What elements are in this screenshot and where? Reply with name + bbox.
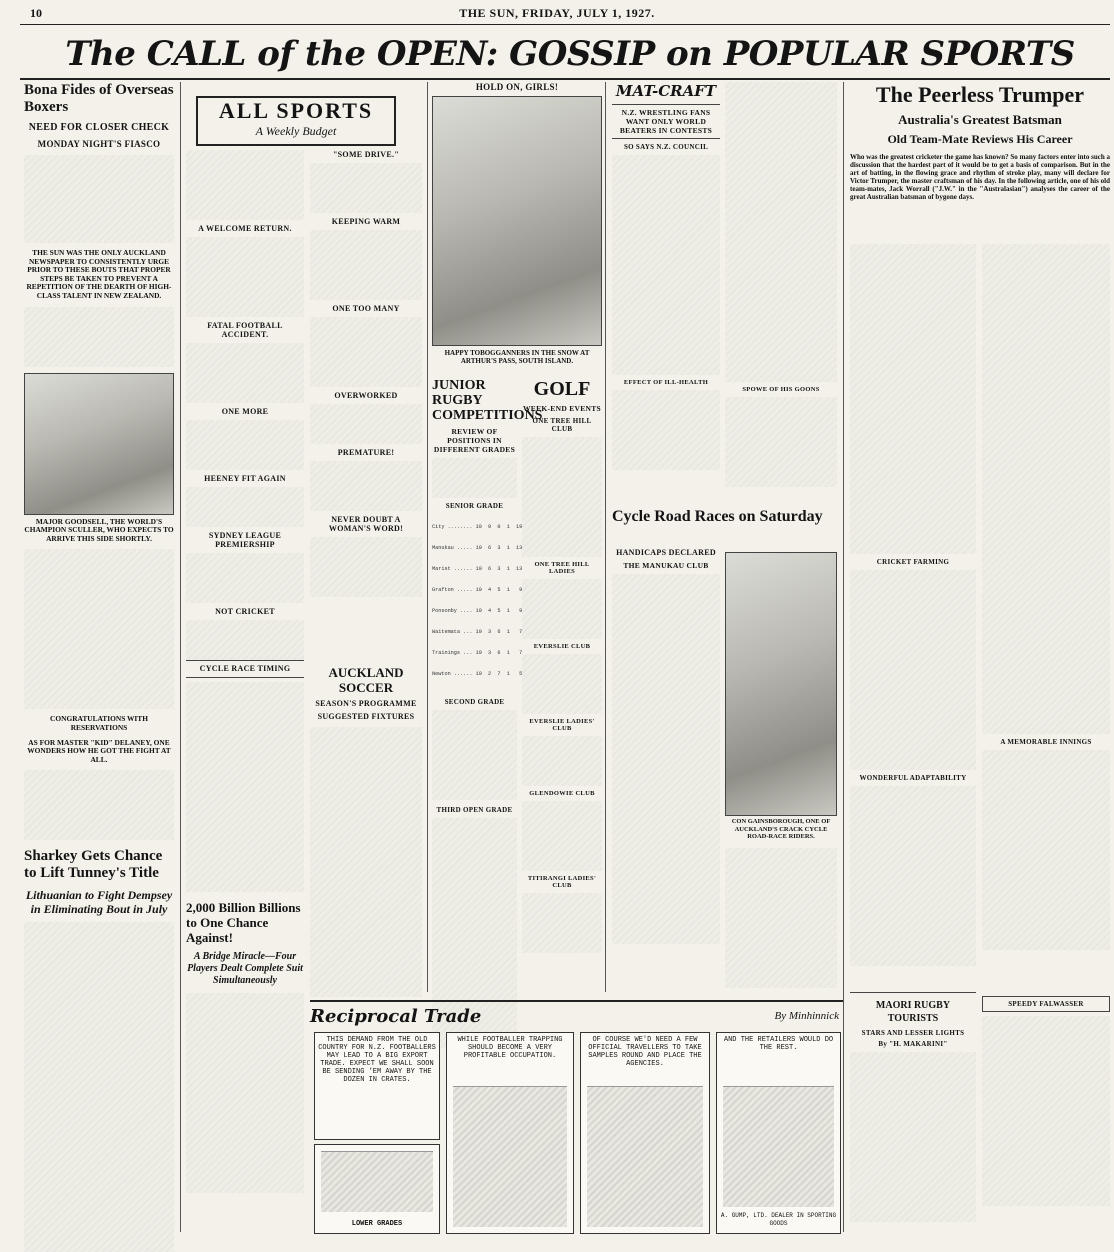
matcraft-head: SPOWE OF HIS GOONS [742, 386, 820, 393]
table-row: Manukau ..... 10 6 3 1 13 [432, 545, 523, 551]
text-block [310, 163, 422, 213]
text-block [612, 574, 720, 944]
cycle-road-sub-2: THE MANUKAU CLUB [623, 561, 709, 570]
section-head: NEVER DOUBT A WOMAN'S WORD! [328, 515, 404, 533]
text-block [186, 150, 304, 220]
text-block [310, 537, 422, 597]
column-budget-right [310, 150, 422, 650]
text-block [522, 654, 602, 714]
trumper-head: SPEEDY FALWASSER [982, 996, 1110, 1012]
panel-caption: OF COURSE WE'D NEED A FEW OFFICIAL TRAVELLERS TO TAKE SAMPLES ROUND AND PLACE THE AGENCIES. [588, 1036, 702, 1068]
text-block [186, 553, 304, 603]
golf-head: EVERSLIE LADIES' CLUB [529, 718, 595, 732]
section-head: SYDNEY LEAGUE PREMIERSHIP [208, 531, 282, 549]
toboggan-caption: HAPPY TOBOGGANNERS IN THE SNOW AT ARTHUR'S PASS, SOUTH ISLAND. [444, 349, 590, 365]
boxers-title: Bona Fides of Overseas Boxers [24, 82, 174, 115]
matcraft-head: EFFECT OF ILL-HEALTH [623, 379, 709, 386]
trumper-sub-2: Old Team-Mate Reviews His Career [887, 132, 1073, 146]
column-boxing [24, 82, 174, 1232]
golf-head: EVERSLIE CLUB [533, 643, 591, 650]
golf-story [522, 378, 602, 994]
text-block [186, 343, 304, 403]
second-grade-head: SECOND GRADE [444, 698, 505, 706]
maori-title: MAORI RUGBY TOURISTS [875, 1000, 951, 1024]
cartoon-panel [716, 1032, 841, 1234]
trumper-col-b [982, 244, 1110, 984]
table-row: Waitemata ... 10 3 6 1 7 [432, 629, 523, 635]
cartoon-panel [314, 1144, 440, 1234]
maori-byline: By "H. MAKARINI" [878, 1040, 948, 1048]
text-block [850, 570, 976, 770]
text-block [850, 786, 976, 966]
text-block [522, 893, 602, 953]
text-block [186, 620, 304, 660]
cartoon-panel [580, 1032, 710, 1234]
boxers-sub-2: MONDAY NIGHT'S FIASCO [37, 139, 161, 149]
trumper-head: A MEMORABLE INNINGS [1000, 738, 1092, 746]
table-row: Ponsonby .... 10 4 5 1 9 [432, 608, 523, 614]
congrats-head: CONGRATULATIONS WITH RESERVATIONS [50, 714, 148, 732]
cyclist-photo [725, 552, 837, 816]
text-block [725, 82, 837, 382]
falwasser-story [982, 992, 1110, 1232]
golf-title: GOLF [533, 378, 591, 400]
cycle-road-sub: HANDICAPS DECLARED [616, 548, 716, 557]
maori-sub: STARS AND LESSER LIGHTS [861, 1029, 965, 1037]
cartoon-drawing [321, 1151, 433, 1212]
text-block [725, 848, 837, 988]
text-block [725, 397, 837, 487]
col-divider [843, 82, 844, 1232]
section-head: HEENEY FIT AGAIN [204, 474, 286, 483]
text-block [612, 155, 720, 375]
boxers-lead: THE SUN WAS THE ONLY AUCKLAND NEWSPAPER TO CONSISTENTLY URGE PRIOR TO THESE BOUTS THAT PROPER STEPS BE TAKEN TO PREVENT A REPETITION OF THE DEARTH OF HIGH-CLASS TALENT IN NEW ZEALAND. [26, 248, 172, 300]
folio-line [0, 4, 1114, 22]
text-block [24, 307, 174, 367]
soccer-sub-2: SUGGESTED FIXTURES [317, 712, 415, 721]
text-block [310, 230, 422, 300]
text-block [522, 736, 602, 786]
trumper-title: The Peerless Trumper [875, 82, 1085, 107]
bridge-story [186, 900, 304, 1230]
cartoon-drawing [453, 1086, 567, 1227]
section-head: OVERWORKED [334, 391, 398, 400]
soccer-story [310, 665, 422, 1005]
section-head: PREMATURE! [337, 448, 395, 457]
cartoon-reciprocal-trade [310, 1000, 843, 1238]
matcraft-title: MAT-CRAFT [615, 82, 717, 100]
text-block [850, 1052, 976, 1222]
section-head: KEEPING WARM [331, 217, 401, 226]
sharkey-sub: Lithuanian to Fight Dempsey in Eliminating Bout in July [25, 888, 173, 917]
goodsell-caption: MAJOR GOODSELL, THE WORLD'S CHAMPION SCULLER, WHO EXPECTS TO ARRIVE THIS SIDE SHORTLY. [24, 516, 174, 543]
all-sports-title: ALL SPORTS [218, 98, 374, 123]
golf-sub-2: ONE TREE HILL CLUB [532, 417, 592, 433]
toboggan-photo [432, 96, 602, 346]
cycle-road-story [612, 548, 720, 988]
text-block [24, 922, 174, 1252]
text-block [982, 1016, 1110, 1206]
text-block [310, 317, 422, 387]
cycle-timing-title: CYCLE RACE TIMING [199, 664, 291, 673]
text-block [24, 770, 174, 840]
trumper-col-a [850, 244, 976, 984]
table-row: Trainings ... 10 3 6 1 7 [432, 650, 523, 656]
lower-grades-label: LOWER GRADES [351, 1220, 403, 1228]
junior-rugby [432, 378, 543, 994]
toboggan-title: HOLD ON, GIRLS! [475, 82, 559, 92]
bridge-title: 2,000 Billion Billions to One Chance Against! [186, 900, 301, 945]
matcraft-deck: N.Z. WRESTLING FANS WANT ONLY WORLD BEATERS IN CONTESTS [612, 104, 720, 139]
boxers-sub-1: NEED FOR CLOSER CHECK [28, 122, 170, 133]
text-block [24, 549, 174, 709]
text-block [310, 727, 422, 997]
junior-title: JUNIOR RUGBY COMPETITIONS [432, 378, 543, 423]
text-block [982, 244, 1110, 734]
matcraft-story [612, 82, 720, 502]
cartoon-panel [446, 1032, 574, 1234]
senior-grade-head: SENIOR GRADE [445, 502, 504, 510]
text-block [432, 710, 517, 800]
section-head: ONE TOO MANY [332, 304, 400, 313]
delaney-quote: AS FOR MASTER "KID" DELANEY, ONE WONDERS HOW HE GOT THE FIGHT AT ALL. [27, 737, 171, 764]
trumper-head: CRICKET FARMING [876, 558, 950, 566]
toboggan-feature [432, 82, 602, 372]
maori-story [850, 992, 976, 1233]
cartoon-drawing [723, 1086, 834, 1207]
text-block [186, 487, 304, 527]
text-block [982, 750, 1110, 950]
col-divider [605, 82, 606, 992]
headline-rule [20, 78, 1110, 80]
text-block [310, 461, 422, 511]
text-block [186, 237, 304, 317]
table-row: City ........ 10 9 0 1 19 [432, 524, 523, 530]
panel-caption: AND THE RETAILERS WOULD DO THE REST. [723, 1036, 834, 1052]
text-block [186, 993, 304, 1193]
table-row: Newton ...... 10 2 7 1 5 [432, 671, 523, 677]
soccer-title: AUCKLAND SOCCER [328, 665, 404, 695]
trumper-sub: Australia's Greatest Batsman [898, 112, 1062, 127]
soccer-sub: SEASON'S PROGRAMME [315, 699, 417, 708]
cartoon-drawing [587, 1086, 703, 1227]
senior-table [432, 510, 523, 692]
trumper-head: WONDERFUL ADAPTABILITY [859, 774, 967, 782]
section-head: FATAL FOOTBALL ACCIDENT. [207, 321, 283, 339]
golf-head: ONE TREE HILL LADIES [534, 561, 590, 575]
cycle-timing-head-box [186, 660, 304, 678]
golf-head: GLENDOWIE CLUB [529, 790, 595, 797]
text-block [432, 458, 517, 498]
cycle-photo-block [725, 552, 837, 842]
text-block [522, 437, 602, 557]
junior-sub: REVIEW OF POSITIONS IN DIFFERENT GRADES [433, 427, 516, 454]
cycle-road-title: Cycle Road Races on Saturday [612, 508, 823, 525]
panel-caption: THIS DEMAND FROM THE OLD COUNTRY FOR N.Z. FOOTBALLERS MAY LEAD TO A BIG EXPORT TRADE. EXPECT WE SHALL SOON BE SENDING 'EM AWAY BY THE DOZEN IN CRATES. [318, 1036, 436, 1084]
third-grade-head: THIRD OPEN GRADE [436, 806, 513, 814]
panel-caption: WHILE FOOTBALLER TRAPPING SHOULD BECOME A VERY PROFITABLE OCCUPATION. [457, 1036, 563, 1060]
trumper-header [850, 82, 1110, 232]
text-block [186, 682, 304, 892]
golf-sub: WEEK-END EVENTS [522, 404, 602, 413]
section-head: "SOME DRIVE." [332, 150, 400, 159]
section-head: NOT CRICKET [215, 607, 275, 616]
text-block [522, 801, 602, 871]
table-row: Marist ...... 10 6 3 1 13 [432, 566, 523, 572]
text-block [612, 390, 720, 470]
masthead: THE SUN, FRIDAY, JULY 1, 1927. [459, 6, 655, 20]
table-row: Grafton ..... 10 4 5 1 9 [432, 587, 523, 593]
boxers-body-1 [24, 155, 174, 243]
page-number: 10 [30, 6, 42, 20]
golf-head: TITIRANGI LADIES' CLUB [527, 875, 597, 889]
section-head: ONE MORE [221, 407, 269, 416]
text-block [310, 404, 422, 444]
section-head: A WELCOME RETURN. [198, 224, 292, 233]
col-divider [180, 82, 181, 1232]
bridge-sub: A Bridge Miracle—Four Players Dealt Complete Suit Simultaneously [187, 951, 303, 986]
text-block [850, 244, 976, 554]
cyclist-caption: CON GAINSBOROUGH, ONE OF AUCKLAND'S CRACK CYCLE ROAD-RACE RIDERS. [731, 818, 831, 840]
top-rule [20, 24, 1110, 25]
column-budget-left [186, 150, 304, 650]
col-divider [427, 82, 428, 992]
cartoon-panel [314, 1032, 440, 1140]
page-headline: The CALL of the OPEN: GOSSIP on POPULAR SPORTS [65, 34, 1075, 74]
sharkey-title: Sharkey Gets Chance to Lift Tunney's Title [24, 848, 163, 882]
trumper-intro: Who was the greatest cricketer the game has known? So many factors enter into such a discussion that the hardest part of it would be to get a basis of comparison. But in the art of batting, in the flowing grace and rhythm of stroke play, many will declare for Victor Trumper, the master craftsman of his day. In the following article, one of his old team-mates, Jack Worrall ("J.W." in the "Australasian") analyses the career of the great Australian batsman of bygone days. [850, 153, 1110, 201]
text-block [186, 420, 304, 470]
matcraft-says: SO SAYS N.Z. COUNCIL [623, 143, 709, 151]
all-sports-sub: A Weekly Budget [255, 124, 337, 138]
dealer-sign: A. GUMP, LTD. DEALER IN SPORTING GOODS [720, 1212, 837, 1227]
cartoon-title: Reciprocal Trade [310, 1006, 482, 1027]
cartoon-byline: By Minhinnick [774, 1010, 839, 1022]
goodsell-photo [24, 373, 174, 515]
all-sports-box [196, 96, 396, 146]
text-block [24, 155, 174, 243]
text-block [522, 579, 602, 639]
